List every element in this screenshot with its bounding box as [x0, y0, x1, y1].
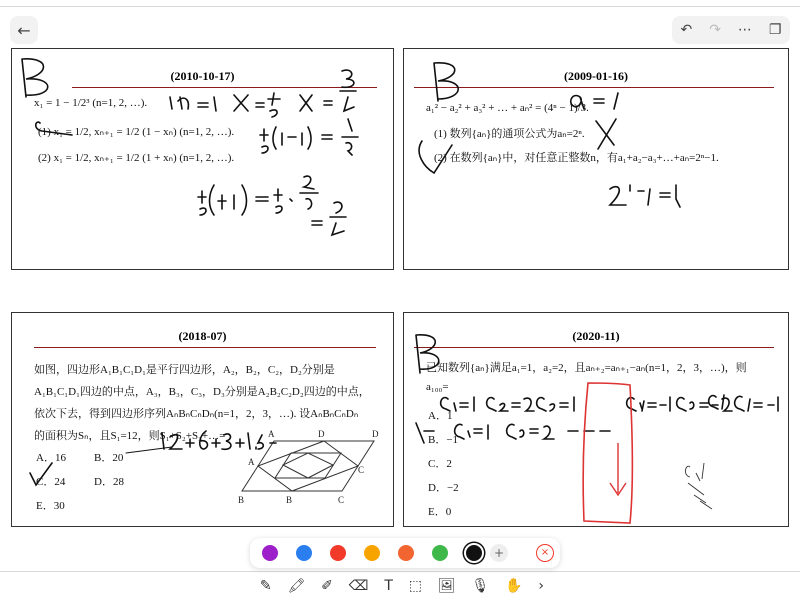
image-tool-icon[interactable]: 🖼 [437, 578, 456, 594]
eraser-tool-icon[interactable]: ⌫ [348, 578, 369, 594]
handwriting-ink [404, 313, 790, 528]
option-a: A．1 [428, 410, 453, 422]
color-swatch-green[interactable] [432, 545, 448, 561]
card-text-line: x₁ = 1 − 1/2³ (n=1, 2, …). [34, 97, 148, 109]
select-tool-icon[interactable]: ⬚ [408, 578, 422, 594]
card-text-line: (1) x₁ = 1/2, xₙ₊₁ = 1/2 (1 − xₙ) (n=1, 2, …). [38, 126, 235, 138]
svg-text:D: D [318, 429, 325, 439]
svg-text:C: C [338, 495, 345, 505]
redo-icon[interactable]: ↷ [709, 22, 721, 38]
add-color-button[interactable] [490, 544, 508, 562]
question-card-2 [403, 48, 789, 270]
card-text-line: 的面积为Sₙ，且S₁=12，则S₁+S₂+S₃+…= [34, 430, 226, 442]
handwriting-ink [12, 49, 395, 271]
color-swatch-purple[interactable] [262, 545, 278, 561]
option-d: D．28 [94, 476, 124, 488]
option-c: C．24 [36, 476, 66, 488]
card-text-line: (1) 数列{aₙ}的通项公式为aₙ=2ⁿ. [434, 128, 585, 140]
card-title: (2009-01-16) [564, 69, 628, 83]
card-text-line: 依次下去，得到四边形序列AₙBₙCₙDₙ(n=1，2，3，…). 设AₙBₙCₙDₙ [34, 408, 359, 420]
question-card-1 [11, 48, 394, 270]
card-text-line: 如图，四边形A₁B₁C₁D₁是平行四边形，A₂，B₂，C₂，D₂分别是 [34, 364, 335, 376]
option-d: D．−2 [428, 482, 459, 494]
top-divider [0, 6, 800, 7]
more-tools-icon[interactable]: › [538, 578, 544, 594]
copy-icon[interactable]: ❐ [768, 22, 782, 38]
question-card-3 [11, 312, 394, 527]
back-arrow-icon: ← [17, 20, 31, 40]
hand-tool-icon[interactable]: ✋ [505, 578, 523, 594]
color-swatch-red[interactable] [330, 545, 346, 561]
mic-tool-icon[interactable]: 🎙 [471, 578, 490, 594]
color-swatch-blue[interactable] [296, 545, 312, 561]
svg-text:B: B [238, 495, 245, 505]
card-text-line: A₁B₁C₁D₁四边的中点，A₃，B₃，C₃，D₃分别是A₂B₂C₂D₂四边的中点， [34, 386, 370, 398]
svg-text:A: A [248, 457, 255, 467]
marker-tool-icon[interactable]: ✐ [321, 578, 333, 594]
color-palette [250, 538, 560, 568]
color-swatch-yellow[interactable] [364, 545, 380, 561]
highlighter-tool-icon[interactable]: 🖍 [287, 578, 306, 594]
card-title: (2020-11) [572, 329, 620, 343]
card-text-line: a₁² − a₂² + a₃² + … + aₙ² = (4ⁿ − 1)/3. [426, 102, 589, 114]
close-palette-button[interactable] [536, 544, 554, 562]
card-text-line: (2) 在数列{aₙ}中，对任意正整数n，有a₁+a₂−a₃+…+aₙ=2ⁿ−1. [434, 152, 719, 164]
option-c: C．2 [428, 458, 452, 470]
svg-text:A: A [268, 429, 275, 439]
card-title: (2018-07) [178, 329, 227, 343]
color-swatch-orange[interactable] [398, 545, 414, 561]
card-text-line: a₁₀₀= [426, 381, 449, 393]
undo-icon[interactable]: ↶ [680, 22, 693, 38]
option-a: A．16 [36, 452, 66, 464]
card-text-line: 已知数列{aₙ}满足a₁=1，a₂=2，且aₙ₊₂=aₙ₊₁−aₙ(n=1，2，3，…)，则 [426, 362, 747, 374]
card-text-line: (2) x₁ = 1/2, xₙ₊₁ = 1/2 (1 + xₙ) (n=1, 2, …). [38, 152, 235, 164]
header-tools [672, 16, 790, 44]
svg-text:B: B [286, 495, 293, 505]
card-title: (2010-10-17) [170, 69, 235, 83]
close-icon: × [540, 547, 550, 558]
svg-text:D: D [372, 429, 379, 439]
plus-icon: + [493, 546, 505, 560]
option-b: B．−1 [428, 434, 459, 446]
question-card-4 [403, 312, 789, 527]
back-button[interactable] [10, 16, 38, 44]
more-icon[interactable]: ⋯ [737, 22, 752, 38]
option-e: E．30 [36, 500, 65, 512]
top-bar [0, 0, 800, 48]
option-e: E．0 [428, 506, 452, 518]
handwriting-ink [404, 49, 790, 271]
svg-text:C: C [358, 465, 365, 475]
handwriting-ink [12, 313, 395, 528]
drawing-toolbar [252, 572, 552, 600]
pen-tool-icon[interactable]: ✎ [259, 578, 272, 594]
option-b: B．20 [94, 452, 124, 464]
text-tool-icon[interactable]: T [384, 578, 393, 594]
color-swatch-black-selected[interactable] [464, 543, 484, 563]
